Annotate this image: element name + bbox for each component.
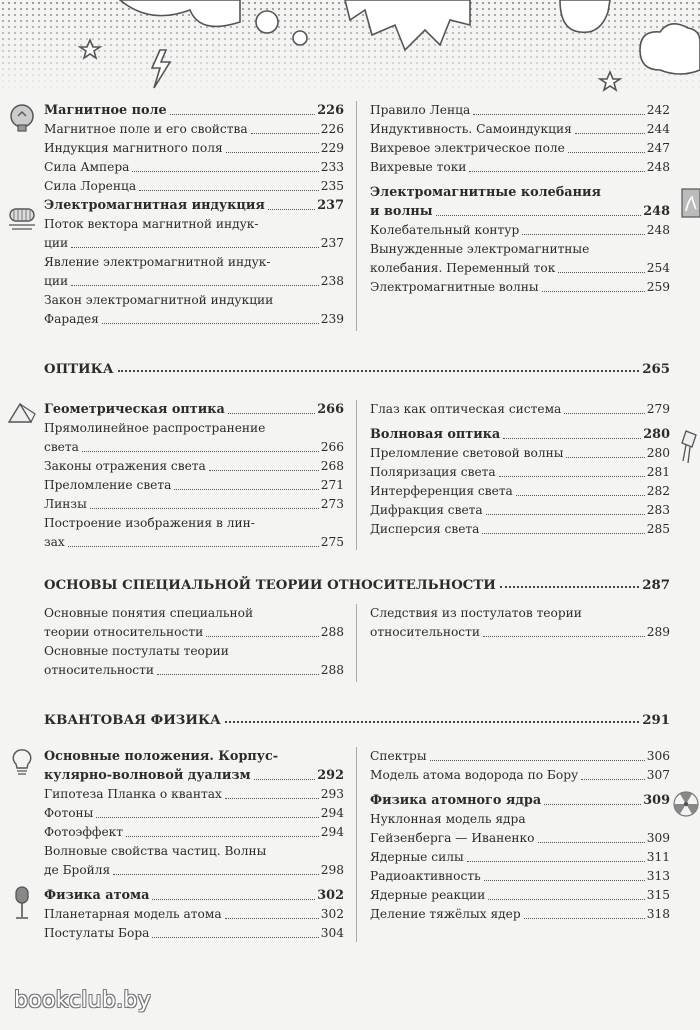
toc-chapter-entry: Физика атомного ядра 309	[370, 793, 670, 808]
toc-chapter-entry: Физика атома 302	[44, 888, 344, 903]
toc-entry: Фарадея 239	[44, 312, 344, 326]
toc-entry: Законы отражения света 268	[44, 459, 344, 473]
toc-entry: колебания. Переменный ток 254	[370, 261, 670, 275]
toc-column-left	[44, 101, 344, 329]
toc-entry: Постулаты Бора 304	[44, 926, 344, 940]
column-divider	[356, 604, 357, 682]
watermark-text: bookclub.by	[14, 988, 152, 1013]
column-divider	[356, 747, 357, 942]
toc-column-right	[370, 101, 670, 297]
toc-entry: Сила Лоренца 235	[44, 179, 344, 193]
toc-entry: Фотоны 294	[44, 806, 344, 820]
toc-entry: Вихревое электрическое поле 247	[370, 141, 670, 155]
toc-entry-line: Основные постулаты теории	[44, 644, 229, 658]
toc-entry: Радиоактивность 313	[370, 869, 670, 883]
toc-entry: Преломление световой волны 280	[370, 446, 670, 460]
toc-entry-line: Построение изображения в лин-	[44, 516, 255, 530]
toc-entry-line: Вынужденные электромагнитные	[370, 242, 590, 256]
toc-entry: относительности 288	[44, 663, 344, 677]
toc-entry: Сила Ампера 233	[44, 160, 344, 174]
toc-column-right	[370, 400, 670, 539]
toc-entry: Модель атома водорода по Бору 307	[370, 768, 670, 782]
toc-entry: Ядерные реакции 315	[370, 888, 670, 902]
toc-chapter-entry: Электромагнитная индукция 237	[44, 198, 344, 213]
toc-entry: Спектры 306	[370, 749, 670, 763]
toc-entry: Магнитное поле и его свойства 226	[44, 122, 344, 136]
toc-column-right	[370, 604, 670, 642]
toc-entry: Преломление света 271	[44, 478, 344, 492]
toc-entry: ции 237	[44, 236, 344, 250]
toc-section-quantum: КВАНТОВАЯ ФИЗИКА 291	[44, 713, 670, 728]
toc-entry: Интерференция света 282	[370, 484, 670, 498]
toc-entry: Гейзенберга — Иваненко 309	[370, 831, 670, 845]
toc-entry: Электромагнитные волны 259	[370, 280, 670, 294]
toc-column-left	[44, 400, 344, 552]
toc-chapter-entry: кулярно-волновой дуализм 292	[44, 768, 344, 783]
toc-entry: Дисперсия света 285	[370, 522, 670, 536]
toc-entry-line: Прямолинейное распространение	[44, 421, 266, 435]
toc-section-optics: ОПТИКА 265	[44, 362, 670, 377]
toc-entry: Гипотеза Планка о квантах 293	[44, 787, 344, 801]
toc-column-left	[44, 747, 344, 943]
toc-entry: теории относительности 288	[44, 625, 344, 639]
toc-entry-line: Нуклонная модель ядра	[370, 812, 526, 826]
toc-entry: Ядерные силы 311	[370, 850, 670, 864]
toc-entry: Колебательный контур 248	[370, 223, 670, 237]
toc-section-relativity: ОСНОВЫ СПЕЦИАЛЬНОЙ ТЕОРИИ ОТНОСИТЕЛЬНОСТИ 287	[44, 578, 670, 593]
toc-entry: Поляризация света 281	[370, 465, 670, 479]
toc-entry-line: Закон электромагнитной индукции	[44, 293, 274, 307]
toc-entry: Деление тяжёлых ядер 318	[370, 907, 670, 921]
toc-chapter-entry: и волны 248	[370, 204, 670, 219]
toc-entry: Индукция магнитного поля 229	[44, 141, 344, 155]
toc-entry: ции 238	[44, 274, 344, 288]
toc-chapter-line: Электромагнитные колебания	[370, 185, 601, 200]
toc-entry: зах 275	[44, 535, 344, 549]
toc-chapter-entry: Волновая оптика 280	[370, 427, 670, 442]
toc-chapter-entry: Геометрическая оптика 266	[44, 402, 344, 417]
toc-entry: относительности 289	[370, 625, 670, 639]
toc-entry: света 266	[44, 440, 344, 454]
toc-entry: Планетарная модель атома 302	[44, 907, 344, 921]
toc-entry-line: Явление электромагнитной индук-	[44, 255, 271, 269]
toc-entry: Дифракция света 283	[370, 503, 670, 517]
toc-chapter-entry: Магнитное поле 226	[44, 103, 344, 118]
column-divider	[356, 400, 357, 550]
toc-entry: Правило Ленца 242	[370, 103, 670, 117]
toc-entry-line: Волновые свойства частиц. Волны	[44, 844, 267, 858]
toc-chapter-line: Основные положения. Корпус-	[44, 749, 279, 764]
toc-entry-line: Следствия из постулатов теории	[370, 606, 582, 620]
toc-entry: Вихревые токи 248	[370, 160, 670, 174]
column-divider	[356, 101, 357, 331]
toc-column-right	[370, 747, 670, 924]
toc-entry: Линзы 273	[44, 497, 344, 511]
toc-entry-line: Основные понятия специальной	[44, 606, 254, 620]
toc-entry: Фотоэффект 294	[44, 825, 344, 839]
toc-entry: Индуктивность. Самоиндукция 244	[370, 122, 670, 136]
toc-entry-line: Поток вектора магнитной индук-	[44, 217, 259, 231]
toc-entry: де Бройля 298	[44, 863, 344, 877]
toc-entry: Глаз как оптическая система 279	[370, 402, 670, 416]
toc-column-left	[44, 604, 344, 680]
